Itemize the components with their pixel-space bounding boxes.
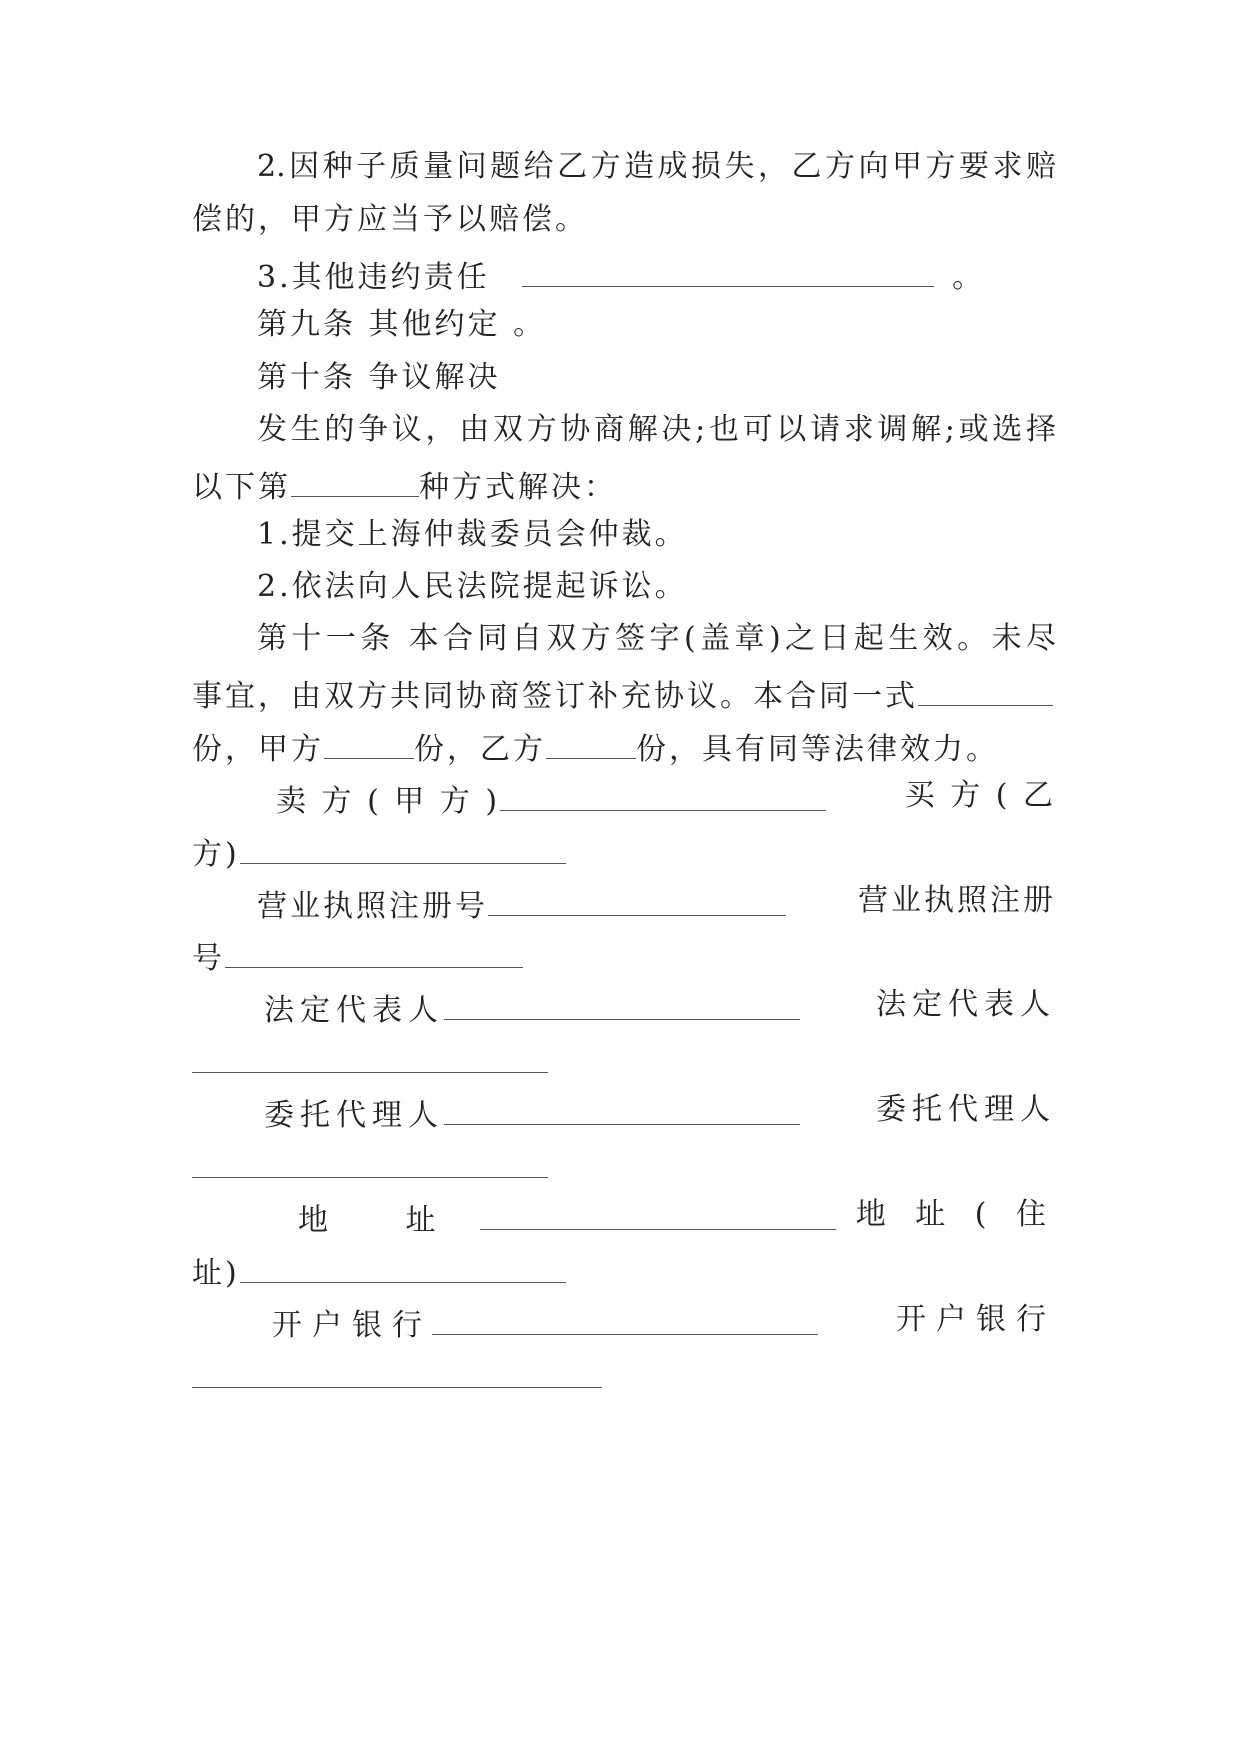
buyer-name-blank[interactable] [240, 829, 566, 864]
buyer-address-label-cont: 址) [192, 1256, 240, 1291]
copies-total-blank[interactable] [918, 671, 1053, 706]
clause-10-body-line-1: 发生的争议，由双方协商解决;也可以请求调解;或选择 [257, 412, 1056, 447]
seller-license-blank[interactable] [488, 881, 786, 916]
address-row [298, 1195, 1056, 1238]
buyer-row-cont [192, 829, 1056, 872]
buyer-license-label: 营业执照注册 [858, 883, 1056, 918]
copies-party-b-label: 份，乙方 [414, 732, 546, 767]
seller-label: 卖 方 ( 甲 方 ) [276, 784, 501, 819]
other-liability-label: 3.其他违约责任 [257, 260, 490, 295]
seller-agent-label: 委托代理人 [264, 1098, 444, 1133]
seller-rep-label: 法定代表人 [264, 993, 444, 1028]
clause-11-line-1: 第十一条 本合同自双方签字(盖章)之日起生效。未尽 [257, 621, 1056, 656]
clause-8-item-2-line-1: 2.因种子质量问题给乙方造成损失，乙方向甲方要求赔 [257, 149, 1056, 184]
clause-11-text: 事宜，由双方共同协商签订补充协议。本合同一式 [192, 679, 918, 714]
seller-license-label: 营业执照注册号 [257, 889, 488, 924]
clause-8-item-3 [257, 252, 1056, 295]
clause-10-suffix: 种方式解决： [419, 470, 617, 505]
buyer-rep-blank[interactable] [192, 1038, 548, 1073]
buyer-bank-blank[interactable] [192, 1353, 602, 1388]
copies-party-b-blank[interactable] [546, 724, 636, 759]
clause-10-title: 第十条 争议解决 [257, 360, 501, 395]
clause-8-item-2-line-2: 偿的，甲方应当予以赔偿。 [192, 202, 588, 237]
clause-11-line-2 [192, 671, 1056, 714]
clause-10-option-2: 2.依法向人民法院提起诉讼。 [257, 569, 688, 604]
rep-row-cont [192, 1038, 1056, 1078]
buyer-address-label: 地 址 ( 住 [855, 1197, 1056, 1232]
seller-buyer-row [276, 776, 1056, 819]
buyer-license-label-cont: 号 [192, 941, 225, 976]
clause-11-line-3 [192, 724, 1056, 767]
buyer-label: 买 方 ( 乙 [904, 778, 1056, 813]
clause-10-body-line-2 [192, 462, 1056, 505]
buyer-bank-label: 开户银行 [896, 1302, 1056, 1337]
buyer-agent-label: 委托代理人 [876, 1092, 1056, 1127]
seller-name-blank[interactable] [500, 776, 826, 811]
buyer-label-cont: 方) [192, 837, 240, 872]
copies-party-a-label: 份，甲方 [192, 732, 324, 767]
seller-bank-blank[interactable] [432, 1300, 818, 1335]
clause-10-option-1: 1.提交上海仲裁委员会仲裁。 [257, 517, 688, 552]
seller-address-blank[interactable] [480, 1195, 836, 1230]
bank-row [272, 1300, 1056, 1343]
buyer-license-blank[interactable] [225, 933, 523, 968]
clause-9: 第九条 其他约定 。 [257, 307, 547, 342]
buyer-agent-blank[interactable] [192, 1143, 548, 1178]
seller-address-label: 地 址 [298, 1203, 470, 1238]
license-row [257, 881, 1056, 924]
buyer-rep-label: 法定代表人 [876, 987, 1056, 1022]
seller-bank-label: 开户银行 [272, 1308, 432, 1343]
dispute-method-blank[interactable] [291, 462, 419, 497]
agent-row [264, 1090, 1056, 1133]
rep-row [264, 985, 1056, 1028]
seller-rep-blank[interactable] [444, 985, 800, 1020]
copies-validity-text: 份，具有同等法律效力。 [636, 732, 999, 767]
bank-row-cont [192, 1353, 1056, 1393]
copies-party-a-blank[interactable] [324, 724, 414, 759]
license-row-cont [192, 933, 1056, 976]
other-liability-blank[interactable] [522, 252, 934, 287]
buyer-address-blank[interactable] [240, 1248, 566, 1283]
agent-row-cont [192, 1143, 1056, 1183]
address-row-cont [192, 1248, 1056, 1291]
clause-10-prefix: 以下第 [192, 470, 291, 505]
period-mark: 。 [952, 260, 986, 295]
seller-agent-blank[interactable] [444, 1090, 800, 1125]
